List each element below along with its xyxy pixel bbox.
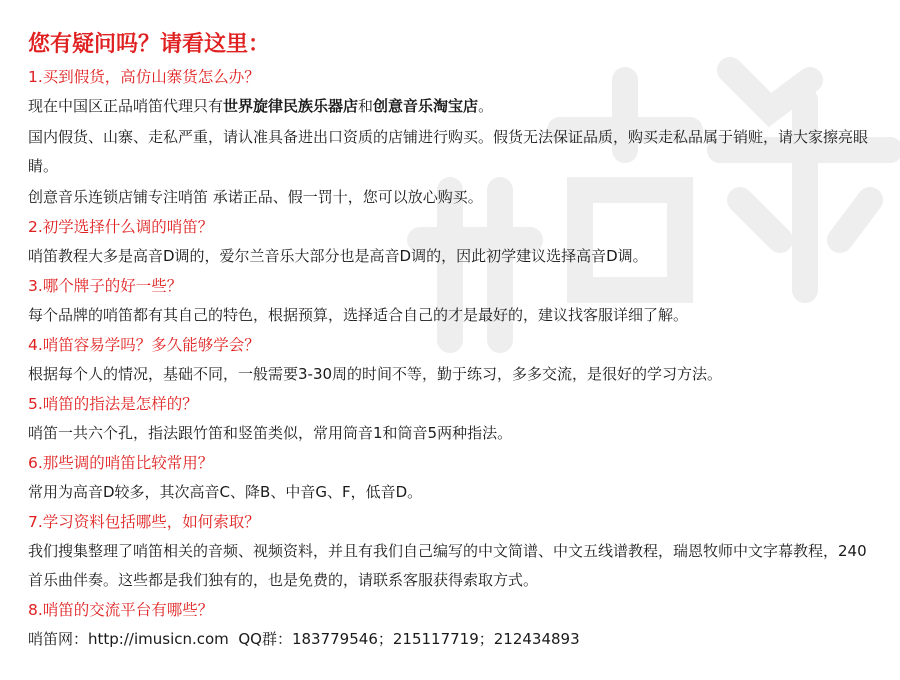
faq-question-8: 8.哨笛的交流平台有哪些？ [28,601,214,619]
faq-answer-7: 我们搜集整理了哨笛相关的音频、视频资料，并且有我们自己编写的中文简谱、中文五线谱教程，瑞恩牧师中文字幕教程，240首乐曲伴奏。这些都是我们独有的，也是免费的，请联系客服获得索取方式。 [28,542,867,589]
faq-document [28,28,878,654]
faq-question-7: 7.学习资料包括哪些，如何索取？ [28,513,260,531]
faq-answer-4: 根据每个人的情况，基础不同，一般需要3-30周的时间不等，勤于练习，多多交流，是很好的学习方法。 [28,365,723,383]
faq-answer-1-line3: 创意音乐连锁店铺专注哨笛 承诺正品、假一罚十，您可以放心购买。 [28,188,483,206]
faq-question-4: 4.哨笛容易学吗？多久能够学会？ [28,336,260,354]
answer-text: 。 [478,97,494,115]
faq-question-6: 6.那些调的哨笛比较常用？ [28,454,214,472]
page-title: 您有疑问吗？请看这里： [28,32,271,57]
store-name-world-melody: 世界旋律民族乐器店 [223,97,359,115]
faq-answer-3: 每个品牌的哨笛都有其自己的特色，根据预算，选择适合自己的才是最好的，建议找客服详细了解。 [28,306,689,324]
faq-question-3: 3.哪个牌子的好一些？ [28,277,183,295]
site-label: 哨笛网： [28,630,89,648]
faq-answer-2: 哨笛教程大多是高音D调的，爱尔兰音乐大部分也是高音D调的，因此初学建议选择高音D调。 [28,247,648,265]
site-url-link[interactable]: http://imusicn.com [88,630,229,648]
faq-question-1: 1.买到假货，高仿山寨货怎么办？ [28,68,260,86]
store-name-creative-music: 创意音乐淘宝店 [373,97,479,115]
faq-answer-8 [28,625,878,654]
answer-text: 现在中国区正品哨笛代理只有 [28,97,224,115]
qq-group-numbers: 183779546；215117719；212434893 [291,630,580,648]
faq-answer-5: 哨笛一共六个孔，指法跟竹笛和竖笛类似，常用筒音1和筒音5两种指法。 [28,424,513,442]
faq-answer-6: 常用为高音D较多，其次高音C、降B、中音G、F，低音D。 [28,483,423,501]
answer-text: 和 [358,97,374,115]
faq-question-2: 2.初学选择什么调的哨笛？ [28,218,214,236]
faq-answer-1-line2: 国内假货、山寨、走私严重，请认准具备进出口资质的店铺进行购买。假货无法保证品质，购买走私品属于销赃，请大家擦亮眼睛。 [28,128,869,175]
faq-answer-1-line1 [28,92,878,121]
qq-label: QQ群： [238,630,292,648]
faq-question-5: 5.哨笛的指法是怎样的？ [28,395,198,413]
